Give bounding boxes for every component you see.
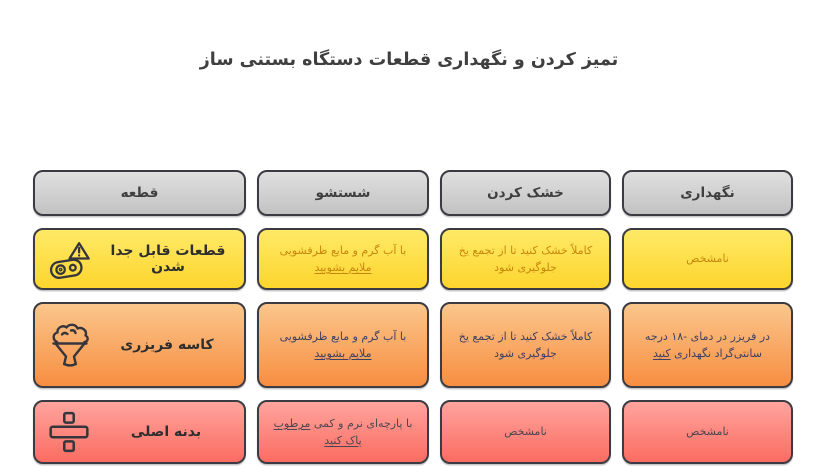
part-label: قطعات قابل جدا شدن <box>110 243 226 275</box>
main-body-icon <box>48 410 90 454</box>
instruction-text: کاملاً خشک کنید تا از تجمع یخ جلوگیری شود <box>458 329 593 360</box>
ice-cream-bowl-icon <box>48 321 92 369</box>
cleaning-maintenance-infographic <box>0 50 818 474</box>
storage-instruction-cell <box>622 302 793 388</box>
page-title: تمیز کردن و نگهداری قطعات دستگاه بستنی ساز <box>199 50 619 70</box>
storage-instruction-cell <box>622 400 793 464</box>
part-cell-freezer-bowl <box>33 302 246 388</box>
column-header-label: قطعه <box>120 185 159 201</box>
instruction-text: با پارچه‌ای نرم و کمی مرطوب پاک کنید <box>273 416 413 447</box>
dry-instruction-cell <box>440 400 611 464</box>
dry-instruction-cell <box>440 228 611 290</box>
wash-instruction-cell <box>257 400 429 464</box>
part-cell-detachable-parts <box>33 228 246 290</box>
instruction-text: در فریزر در دمای -۱۸ درجه سانتی‌گراد نگهداری کنید <box>644 329 771 360</box>
column-header-storage <box>622 170 793 216</box>
part-label: بدنه اصلی <box>130 424 202 440</box>
instruction-text: نامشخص <box>686 425 729 439</box>
warning-detachable-parts-icon <box>48 238 94 280</box>
column-header-washing <box>257 170 429 216</box>
instruction-text: نامشخص <box>686 252 729 266</box>
column-header-part <box>33 170 246 216</box>
underlined-text: ملایم بشویید <box>314 261 372 274</box>
dry-instruction-cell <box>440 302 611 388</box>
part-label: کاسه فریزری <box>120 337 214 353</box>
column-header-label: شستشو <box>315 185 371 201</box>
instruction-text: با آب گرم و مایع ظرفشویی ملایم بشویید <box>279 329 407 360</box>
underlined-text: کنید <box>653 347 671 360</box>
column-header-drying <box>440 170 611 216</box>
wash-instruction-cell <box>257 302 429 388</box>
part-cell-main-body <box>33 400 246 464</box>
instruction-text: با آب گرم و مایع ظرفشویی ملایم بشویید <box>279 243 407 274</box>
instruction-text: کاملاً خشک کنید تا از تجمع یخ جلوگیری شود <box>458 243 593 274</box>
maintenance-table <box>33 170 793 464</box>
instruction-text: نامشخص <box>504 425 547 439</box>
column-header-label: نگهداری <box>680 185 735 201</box>
underlined-text: ملایم بشویید <box>314 347 372 360</box>
underlined-text: مرطوب پاک کنید <box>273 416 362 447</box>
wash-instruction-cell <box>257 228 429 290</box>
column-header-label: خشک کردن <box>487 185 564 201</box>
storage-instruction-cell <box>622 228 793 290</box>
